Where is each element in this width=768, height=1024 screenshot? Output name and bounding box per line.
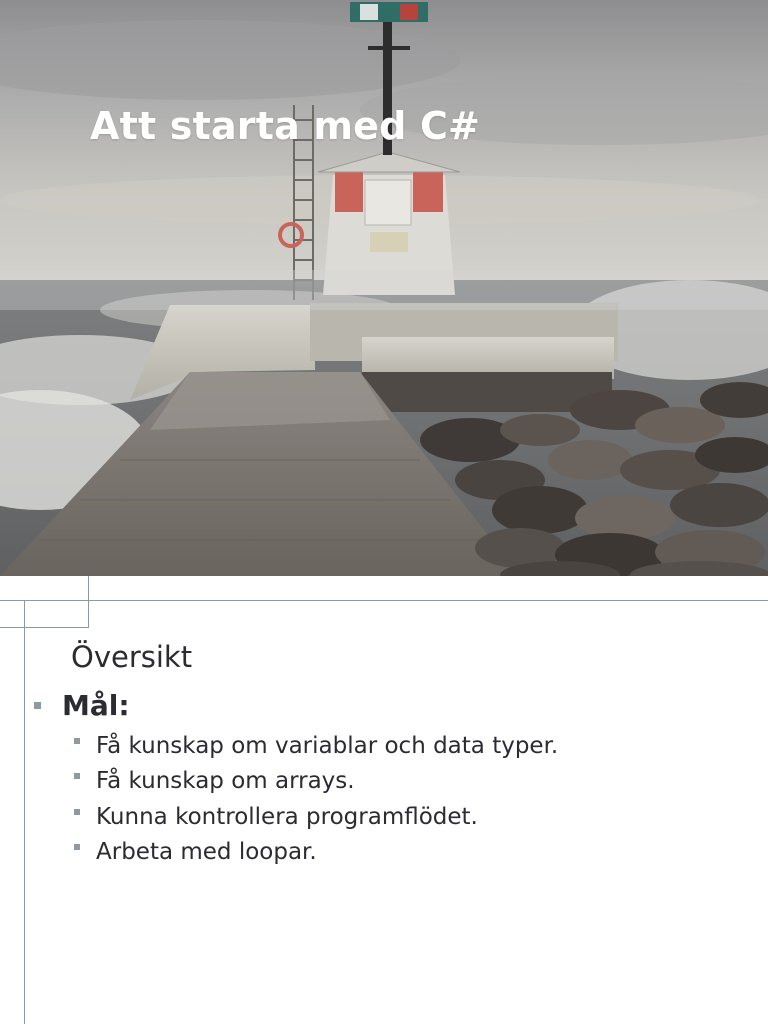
slide-title: Att starta med C# (90, 104, 481, 148)
list-item (74, 799, 558, 835)
square-bullet-icon (34, 702, 41, 709)
list-item (74, 835, 558, 871)
list-item-label: Kunna kontrollera programflödet. (96, 803, 478, 830)
square-bullet-icon (74, 844, 80, 850)
frame-line-left (24, 600, 25, 1024)
list-item-label: Få kunskap om variablar och data typer. (96, 732, 559, 759)
list-item-label: Få kunskap om arrays. (96, 768, 355, 795)
list-item (74, 728, 558, 764)
list-item-label: Arbeta med loopar. (96, 839, 317, 866)
bullet-level1-label: Mål: (62, 688, 130, 722)
frame-line-top (24, 600, 768, 601)
bullet-level1 (34, 687, 130, 723)
frame-line-corner-bottom (0, 627, 89, 628)
list-item (74, 764, 558, 800)
overview-slide (0, 576, 768, 1024)
square-bullet-icon (74, 773, 80, 779)
sub-bullet-list (74, 728, 558, 870)
square-bullet-icon (74, 809, 80, 815)
square-bullet-icon (74, 738, 80, 744)
slide-heading: Översikt (71, 640, 193, 674)
frame-line-corner (88, 576, 89, 627)
